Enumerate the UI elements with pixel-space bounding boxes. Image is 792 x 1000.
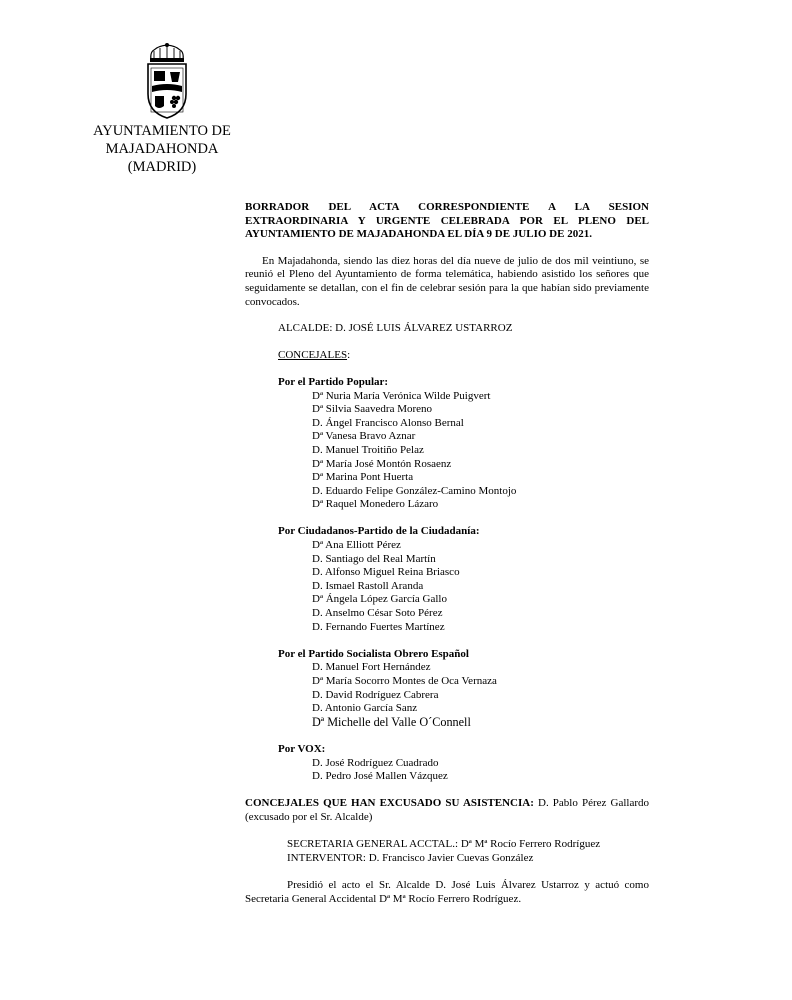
list-item: D. Eduardo Felipe González-Camino Montojo — [312, 484, 517, 497]
list-item: Dª Marina Pont Huerta — [312, 471, 414, 484]
list-item: D. Ismael Rastoll Aranda — [312, 579, 424, 592]
party-member-list — [312, 539, 649, 634]
title-line: BORRADOR DEL ACTA CORRESPONDIENTE A LA SESION — [245, 201, 649, 213]
list-item: Dª Ana Elliott Pérez — [312, 539, 401, 552]
list-item: D. Santiago del Real Martín — [312, 552, 436, 565]
party-member-list — [312, 757, 649, 784]
org-line: AYUNTAMIENTO DE — [93, 123, 231, 139]
list-item: D. Ángel Francisco Alonso Bernal — [312, 416, 464, 429]
party-member-list — [312, 390, 649, 512]
list-item: Dª Nuria María Verónica Wilde Puigvert — [312, 389, 491, 402]
presidio-paragraph: Presidió el acto el Sr. Alcalde D. José Luis Álvarez Ustarroz y actuó como Secretaria General Accidental Dª Mª Rocío Ferrero Rodríguez. — [245, 878, 649, 905]
list-item: Dª Ángela López García Gallo — [312, 593, 447, 606]
list-item: Dª Silvia Saavedra Moreno — [312, 403, 433, 416]
list-item: Dª María Socorro Montes de Oca Vernaza — [312, 675, 497, 687]
org-line: MAJADAHONDA — [105, 141, 219, 157]
list-item: D. Manuel Fort Hernández — [312, 661, 431, 674]
party-heading: Por Ciudadanos-Partido de la Ciudadanía: — [278, 525, 480, 538]
concejales-heading — [278, 349, 649, 363]
list-item: Dª Michelle del Valle O´Connell — [312, 714, 471, 729]
intro-paragraph: En Majadahonda, siendo las diez horas del día nueve de julio de dos mil veintiuno, se reunió el Pleno del Ayuntamiento de forma telemática, habiendo asistido los señores que seguidamente se detallan, con el fin de celebrar sesión para la que habían sido previamente convocados. — [245, 254, 649, 308]
party-member-list — [312, 661, 649, 729]
list-item: D. Antonio García Sanz — [312, 702, 418, 715]
org-line: (MADRID) — [127, 159, 197, 175]
alcalde-line: ALCALDE: D. JOSÉ LUIS ÁLVAREZ USTARROZ — [278, 322, 513, 335]
excused-label: CONCEJALES QUE HAN EXCUSADO SU ASISTENCIA: — [245, 797, 534, 810]
list-item: D. José Rodríguez Cuadrado — [312, 756, 439, 769]
list-item: D. Fernando Fuertes Martínez — [312, 620, 445, 633]
list-item: Dª Vanesa Bravo Aznar — [312, 430, 416, 443]
concejales-colon: : — [347, 348, 351, 361]
list-item: D. Pedro José Mallen Vázquez — [312, 770, 448, 783]
concejales-label: CONCEJALES — [278, 348, 348, 361]
list-item: D. Manuel Troitiño Pelaz — [312, 443, 424, 456]
coat-of-arms-icon — [144, 42, 190, 120]
document-title — [245, 201, 649, 242]
excused-paragraph — [245, 797, 649, 824]
excused-text: D. Pablo Pérez Gallardo (excusado por el Sr. Alcalde) — [245, 797, 649, 823]
party-heading: Por el Partido Socialista Obrero Español — [278, 647, 469, 660]
interventor-line: INTERVENTOR: D. Francisco Javier Cuevas González — [287, 851, 534, 864]
list-item: D. Anselmo César Soto Pérez — [312, 607, 443, 620]
party-heading: Por VOX: — [278, 742, 326, 755]
list-item: Dª María José Montón Rosaenz — [312, 457, 452, 470]
organization-name — [82, 122, 242, 176]
list-item: D. David Rodríguez Cabrera — [312, 688, 439, 701]
title-line: EXTRAORDINARIA Y URGENTE CELEBRADA POR EL PLENO DEL — [245, 214, 649, 227]
document-body — [245, 201, 649, 906]
list-item: D. Alfonso Miguel Reina Briasco — [312, 566, 460, 579]
party-heading: Por el Partido Popular: — [278, 375, 389, 388]
title-line: AYUNTAMIENTO DE MAJADAHONDA EL DÍA 9 DE JULIO DE 2021. — [245, 228, 592, 241]
secretaria-line: SECRETARIA GENERAL ACCTAL.: Dª Mª Rocío Ferrero Rodríguez — [287, 838, 601, 851]
list-item: Dª Raquel Monedero Lázaro — [312, 498, 439, 511]
